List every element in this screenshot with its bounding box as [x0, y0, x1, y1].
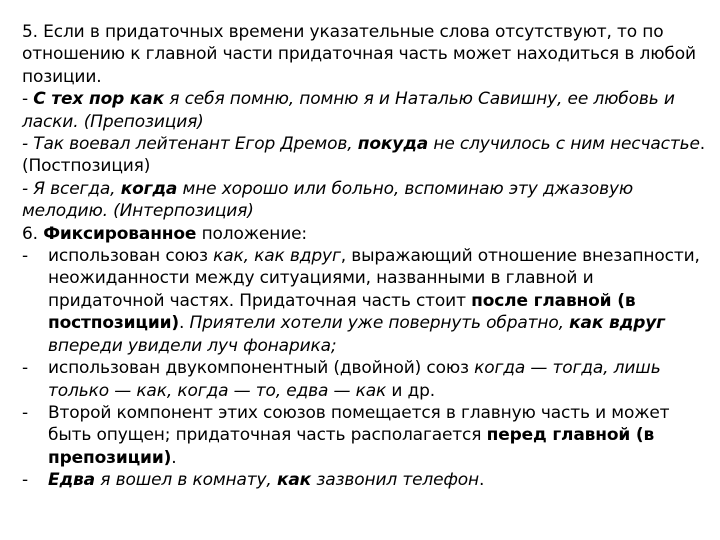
item-1-example-end: впереди увидели луч фонарика; — [48, 335, 337, 356]
item-1-conjunction: как, как вдруг — [213, 246, 341, 267]
list-bullet: - — [22, 358, 28, 379]
item-4-conjunction-1: Едва — [48, 470, 95, 491]
example-1-conjunction: С тех пор как — [33, 89, 165, 110]
example-interposition — [22, 178, 706, 223]
item-4-period: . — [479, 470, 485, 491]
list-item-body — [48, 402, 706, 469]
list-item-body — [48, 245, 706, 357]
list-item-body — [48, 357, 706, 402]
example-2-text-end: не случилось с ним несчастье — [428, 134, 700, 155]
example-preposition — [22, 88, 706, 133]
example-3-text-start: - Я всегда, — [22, 178, 121, 199]
example-2-conjunction: покуда — [357, 134, 429, 155]
example-3-text-end: мне хорошо или больно, вспоминаю эту джазовую мелодию. (Интерпозиция) — [22, 178, 634, 222]
item-3-text-2: . — [171, 447, 177, 468]
item-2-text-1: использован двукомпонентный (двойной) союз — [48, 358, 475, 379]
list-item — [22, 245, 706, 357]
list-bullet: - — [22, 402, 28, 423]
paragraph-6-rest: положение: — [196, 223, 307, 244]
example-1-dash: - — [22, 89, 34, 110]
item-1-text-2: , выражающий отношение внезапности, неожиданности между ситуациями, названными в главной и придаточной частях. Придаточная часть стоит — [48, 246, 700, 311]
paragraph-6-number: 6. — [22, 223, 44, 244]
item-1-example-conjunction: как вдруг — [569, 313, 665, 334]
item-4-text-1: я вошел в комнату, — [94, 470, 277, 491]
item-2-conjunctions: когда — тогда, лишь только — как, когда — то, едва — как — [48, 358, 661, 401]
item-3-position-term: перед главной (в препозиции) — [48, 425, 655, 468]
list-item — [22, 469, 706, 491]
item-1-example-start: Приятели хотели уже повернуть обратно, — [189, 313, 570, 334]
list-bullet: - — [22, 246, 28, 267]
example-postposition — [22, 133, 706, 178]
item-3-text-1: Второй компонент этих союзов помещается в главную часть и может быть опущен; придаточная часть располагается — [48, 402, 670, 446]
item-1-text-3: . — [178, 313, 190, 334]
paragraph-6-bold-term: Фиксированное — [43, 223, 197, 244]
item-4-conjunction-2: как — [276, 470, 312, 491]
paragraph-6-heading — [22, 223, 706, 245]
paragraph-5-intro — [22, 21, 706, 88]
item-2-text-2: и др. — [386, 380, 436, 401]
list-bullet: - — [22, 470, 28, 491]
paragraph-5-text: 5. Если в придаточных времени указательные слова отсутствуют, то по отношению к главной части придаточная часть может находиться в любой позиции. — [22, 22, 696, 87]
example-2-text-start: - Так воевал лейтенант Егор Дремов, — [22, 134, 358, 155]
list-item — [22, 357, 706, 402]
item-4-text-2: зазвонил телефон — [311, 470, 480, 491]
example-1-text: я себя помню, помню я и Наталью Савишну, ее любовь и ласки. (Препозиция) — [22, 89, 675, 132]
example-2-label: . (Постпозиция) — [22, 134, 706, 177]
list-item-body — [48, 469, 706, 491]
example-3-conjunction: когда — [120, 178, 178, 199]
item-1-text-1: использован союз — [48, 246, 214, 267]
list-item — [22, 402, 706, 469]
item-1-position-term: после главной (в постпозиции) — [48, 290, 636, 334]
